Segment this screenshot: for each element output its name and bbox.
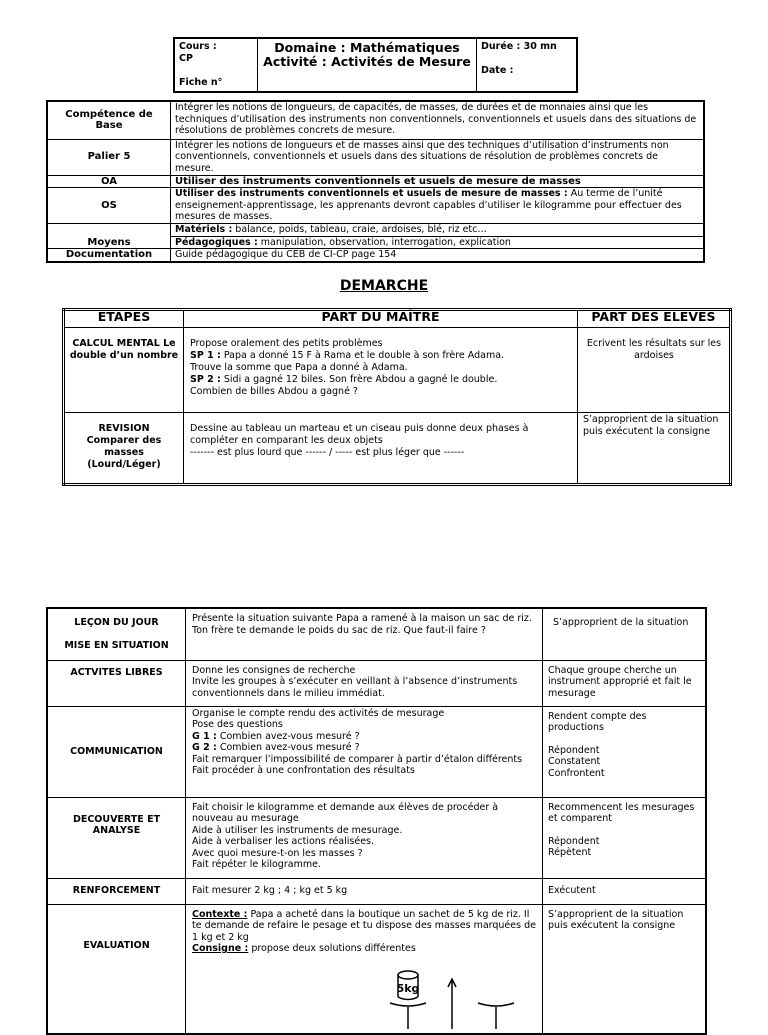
maitre-revision [184,413,578,485]
domain-title: Domaine : Mathématiques [274,40,460,55]
os-body: Au terme de l’unité enseignement-apprentissage, les apprenants devront capables d’utiliser le kilogramme pour effectuer des mesures de masses. [175,188,682,222]
palier-label: Palier 5 [47,139,171,175]
demarche-table-1 [62,308,732,486]
eleves-renforcement: Exécutent [543,878,707,904]
palier-text: Intégrer les notions de longueurs et de masses ainsi que des techniques d’utilisation d’instruments non conventionnels, conventionnels et usuels dans des situations de résolution de problèmes concrets de mesure. [171,139,705,175]
text-line: Confrontent [548,767,605,779]
date-label: Date : [481,65,514,76]
consigne-label: Consigne : [192,943,249,954]
left-pan-icon [390,1003,426,1006]
sp1-text: Papa a donné 15 F à Rama et le double à son frère Adama. [220,350,505,361]
maitre-activites-libres [186,660,543,706]
cours-value: CP [179,53,193,64]
text-line: Fait répéter le kilogramme. [192,859,321,870]
cours-cell [174,38,258,92]
right-pan-icon [478,1003,514,1006]
g1-label: G 1 : [192,730,217,742]
text-line: Fait choisir le kilogramme et demande aux élèves de procéder à nouveau au mesurage [192,801,499,824]
documentation-label: Documentation [47,249,171,262]
eleves-activites-libres: Chaque groupe cherche un instrument approprié et fait le mesurage [543,660,707,706]
revision-title: REVISION [98,423,150,434]
balance-drawing [386,969,536,1029]
sp1-line [190,350,573,362]
weight-label: 5kg [396,981,420,995]
etape-communication: COMMUNICATION [47,706,186,797]
text-line: Donne les consignes de recherche [192,664,356,676]
materiels-text [171,224,705,237]
etape-calcul-mental: CALCUL MENTAL Le double d’un nombre [64,328,184,413]
eleves-evaluation: S’approprient de la situation puis exécutent la consigne [543,904,707,1034]
eleves-revision: S’approprient de la situation puis exécutent la consigne [578,413,731,485]
domain-cell [258,38,477,92]
eleves-lecon: S’approprient de la situation [543,608,707,660]
maitre-renforcement: Fait mesurer 2 kg ; 4 ; kg et 5 kg [186,878,543,904]
info-table [46,100,705,263]
sp1-label: SP 1 : [190,350,221,361]
demarche-heading: DEMARCHE [339,278,429,294]
text-line: Répètent [548,847,592,858]
header-part-eleves: PART DES ELEVES [578,310,731,328]
g1-line [192,731,538,743]
etape-evaluation: EVALUATION [47,904,186,1034]
mise-en-situation: MISE EN SITUATION [64,640,169,652]
text-line: Invite les groupes à s’exécuter en veillant à l’absence d’instruments conventionnels dans le milieu immédiat. [192,676,518,699]
activity-title: Activité : Activités de Mesure [263,54,471,69]
oa-label: OA [47,175,171,188]
consigne-text: propose deux solutions différentes [248,943,416,954]
g2-text: Combien avez-vous mesuré ? [216,742,360,753]
text-line: Pose des questions [192,719,283,730]
contexte-line [192,909,538,944]
text-line: Rendent compte des productions [548,710,647,733]
weight-5kg-icon [397,971,420,1000]
etape-lecon [47,608,186,660]
maitre-communication [186,706,543,797]
text-line: Recommencent les mesurages et comparent [548,801,695,824]
competence-text: Intégrer les notions de longueurs, de capacités, de masses, de durées et de monnaies ainsi que les techniques d’utilisation des instruments non conventionnels, conventionnels et usuels dans des situations de résolutions de problèmes concrets de mesure. [171,101,705,139]
os-label: OS [47,188,171,224]
pedago-bold: Pédagogiques : [175,236,258,248]
text-line: Trouve la somme que Papa a donné à Adama. [190,362,408,373]
g1-text: Combien avez-vous mesuré ? [216,730,360,742]
contexte-label: Contexte : [192,908,248,920]
consigne-line [192,943,538,955]
oa-text: Utiliser des instruments conventionnels et usuels de mesure de masses [171,175,705,188]
text-line: Fait procéder à une confrontation des résultats [192,765,415,776]
eleves-communication [543,706,707,797]
header-etapes: ETAPES [64,310,184,328]
lecon-title: LEÇON DU JOUR [74,616,159,628]
duration-cell [477,38,578,92]
materiels-bold: Matériels : [175,224,233,235]
text-line: Combien de billes Abdou a gagné ? [190,386,358,397]
sp2-label: SP 2 : [190,374,221,385]
g2-line [192,742,538,754]
header-box [173,37,578,93]
header-part-maitre: PART DU MAÎTRE [184,310,578,328]
revision-subtitle: Comparer des masses (Lourd/Léger) [86,435,162,470]
contexte-text: Papa a acheté dans la boutique un sachet de 5 kg de riz. Il te demande de refaire le pesage et tu dispose des masses marquées de 1 kg et 2 kg [192,908,536,943]
competence-label: Compétence de Base [47,101,171,139]
text-line: Aide à utiliser les instruments de mesurage. [192,824,403,836]
etape-decouverte: DECOUVERTE ET ANALYSE [47,797,186,878]
text-line: Constatent [548,756,601,767]
etape-revision [64,413,184,485]
text-line: Répondent [548,744,600,756]
eleves-decouverte [543,797,707,878]
demarche-table-2 [46,607,707,1035]
materiels-body: balance, poids, tableau, craie, ardoises, blé, riz etc… [232,224,487,235]
pedago-body: manipulation, observation, interrogation, explication [257,236,511,248]
maitre-decouverte [186,797,543,878]
maitre-calcul-mental [184,328,578,413]
etape-renforcement: RENFORCEMENT [47,878,186,904]
sp2-line [190,374,573,386]
sp2-text: Sidi a gagné 12 biles. Son frère Abdou a gagné le double. [220,374,498,385]
g2-label: G 2 : [192,742,217,753]
maitre-lecon: Présente la situation suivante Papa a ramené à la maison un sac de riz. Ton frère te demande le poids du sac de riz. Que faut-il faire ? [186,608,543,660]
text-line: Dessine au tableau un marteau et un ciseau puis donne deux phases à compléter en comparant les deux objets [190,423,529,446]
maitre-evaluation [186,904,543,1034]
cours-label: Cours : [179,41,217,52]
pedago-text [171,236,705,249]
text-line: Propose oralement des petits problèmes [190,338,383,349]
text-line: Organise le compte rendu des activités de mesurage [192,707,445,719]
text-line: Répondent [548,835,600,847]
etape-activites-libres: ACTVITES LIBRES [47,660,186,706]
os-bold: Utiliser des instruments conventionnels et usuels de mesure de masses : [175,188,568,199]
documentation-text: Guide pédagogique du CEB de CI-CP page 154 [171,249,705,262]
eleves-calcul-mental: Ecrivent les résultats sur les ardoises [578,328,731,413]
text-line: Aide à verbaliser les actions réalisées. [192,836,375,847]
os-text [171,188,705,224]
text-line: Fait remarquer l’impossibilité de comparer à partir d’étalon différents [192,753,523,765]
duration-label: Durée : 30 mn [481,41,557,52]
fiche-label: Fiche n° [179,77,223,88]
text-line: Avec quoi mesure-t-on les masses ? [192,847,363,859]
moyens-label: Moyens [47,224,171,249]
text-line: ------- est plus lourd que ------ / ----- est plus léger que ------ [190,447,465,458]
